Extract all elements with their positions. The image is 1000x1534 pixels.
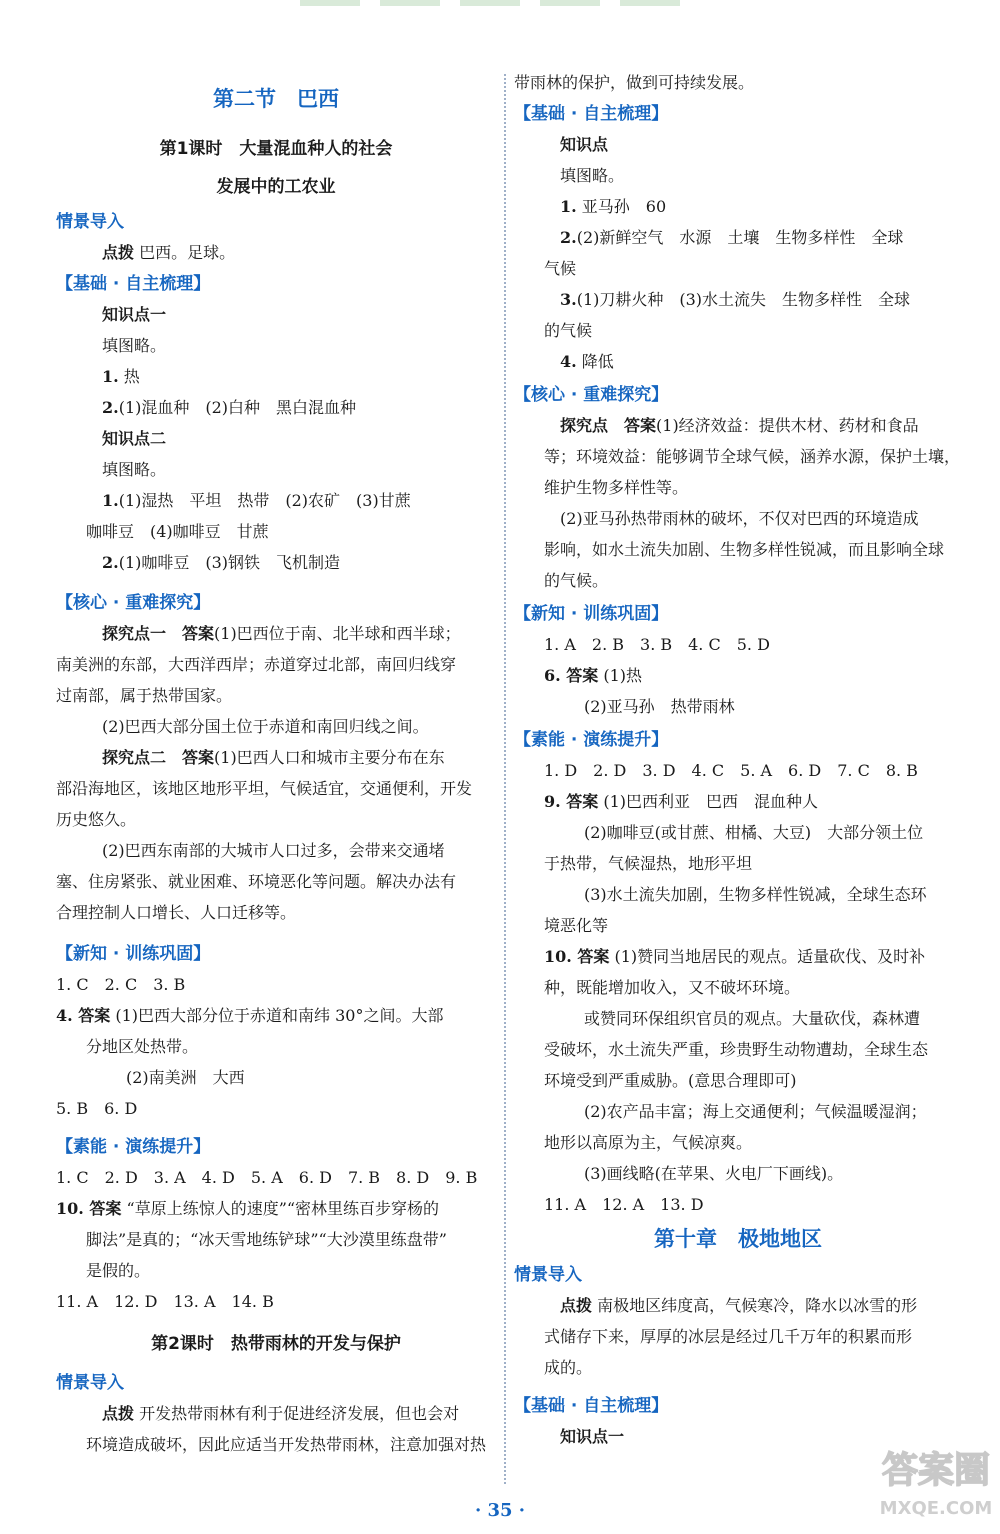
text-line: 种，既能增加收入，又不破坏环境。 xyxy=(544,978,801,997)
heading-jichu: 【基础 · 自主梳理】 xyxy=(56,274,211,294)
answer-row: 1. C 2. D 3. A 4. D 5. A 6. D 7. B 8. D 9. B xyxy=(56,1168,478,1187)
answer-label: 答案 xyxy=(560,792,599,811)
text-line: 是假的。 xyxy=(86,1261,151,1280)
text-line: 于热带，气候湿热，地形平坦 xyxy=(544,854,753,873)
heading-suneng: 【素能 · 演练提升】 xyxy=(514,730,669,750)
text-line: 式储存下来，厚厚的冰层是经过几千万年的积累而形 xyxy=(544,1327,913,1346)
item-number: 1. xyxy=(560,197,577,216)
item-number: 2. xyxy=(560,228,577,247)
dianbo-line xyxy=(56,1401,459,1427)
answer-line xyxy=(56,488,411,514)
item-number: 6. xyxy=(544,666,561,685)
text-line: 环境受到严重威胁。(意思合理即可) xyxy=(544,1071,797,1090)
answer-line xyxy=(56,1196,439,1222)
lesson2-title: 第2课时 热带雨林的开发与保护 xyxy=(151,1334,401,1354)
heading-qingjing: 情景导入 xyxy=(56,212,124,232)
section-title: 第二节 巴西 xyxy=(213,87,339,111)
answer-line xyxy=(56,395,356,421)
text-line: (2)巴西东南部的大城市人口过多，会带来交通堵 xyxy=(102,841,445,860)
text-line: 塞、住房紧张、就业困难、环境恶化等问题。解决办法有 xyxy=(56,872,457,891)
tanjiu-label: 探究点 答案 xyxy=(560,416,657,435)
item-text: 亚马孙 60 xyxy=(576,197,667,216)
item-number: 4. xyxy=(56,1006,73,1025)
text-line: 境恶化等 xyxy=(544,916,609,935)
item-number: 3. xyxy=(560,290,577,309)
heading-hexin: 【核心 · 重难探究】 xyxy=(514,385,669,405)
text-line: 历史悠久。 xyxy=(56,810,137,829)
item-text: 降低 xyxy=(576,352,614,371)
answer-line-cont: 气候 xyxy=(544,259,577,278)
tanjiu-text: (1)巴西人口和城市主要分布在东 xyxy=(214,748,445,767)
tutulue-1: 填图略。 xyxy=(102,336,167,355)
answer-row: 5. B 6. D xyxy=(56,1099,138,1118)
item-number: 2. xyxy=(102,553,119,572)
answer-line xyxy=(514,194,666,220)
answer-line-cont: 的气候 xyxy=(544,321,593,340)
text-line: 等；环境效益：能够调节全球气候，涵养水源，保护土壤， xyxy=(544,447,961,466)
tutulue: 填图略。 xyxy=(560,166,625,185)
zhishidian-2: 知识点二 xyxy=(102,429,167,448)
zhishidian: 知识点 xyxy=(560,135,609,154)
heading-jichu: 【基础 · 自主梳理】 xyxy=(514,104,669,124)
answer-label: 答案 xyxy=(571,947,610,966)
text-line: 部沿海地区，该地区地形平坦，气候适宜，交通便利，开发 xyxy=(56,779,473,798)
zhishidian-1: 知识点一 xyxy=(102,305,167,324)
answer-line xyxy=(514,225,903,251)
answer-line xyxy=(514,663,642,689)
item-text: (1)热 xyxy=(598,666,643,685)
answer-label: 答案 xyxy=(560,666,599,685)
watermark-bottom-text: MXQE.COM xyxy=(880,1498,992,1519)
lesson1-title-cont: 发展中的工农业 xyxy=(216,177,336,197)
dianbo-text: 巴西。足球。 xyxy=(134,243,236,262)
item-text: 热 xyxy=(118,367,140,386)
text-line: (3)水土流失加剧，生物多样性锐减，全球生态环 xyxy=(584,885,927,904)
text-line: 影响，如水土流失加剧、生物多样性锐减，而且影响全球 xyxy=(544,540,945,559)
text-line: 受破坏，水土流失严重，珍贵野生动物遭劫，全球生态 xyxy=(544,1040,929,1059)
chapter-title: 第十章 极地地区 xyxy=(654,1227,822,1251)
heading-qingjing-2: 情景导入 xyxy=(56,1373,124,1393)
answer-line xyxy=(56,550,340,576)
answer-row: 11. A 12. D 13. A 14. B xyxy=(56,1292,274,1311)
text-line: 维护生物多样性等。 xyxy=(544,478,689,497)
item-text: (1)巴西大部分位于赤道和南纬 30°之间。大部 xyxy=(110,1006,444,1025)
item-text: (1)咖啡豆 (3)钢铁 飞机制造 xyxy=(118,553,341,572)
watermark-logo xyxy=(880,1440,992,1522)
item-number: 9. xyxy=(544,792,561,811)
text-line: (2)农产品丰富；海上交通便利；气候温暖湿润； xyxy=(584,1102,927,1121)
answer-line xyxy=(514,789,818,815)
dianbo-line xyxy=(56,240,235,266)
answer-line xyxy=(514,944,925,970)
page-number: · 35 · xyxy=(474,1500,526,1521)
text-line: (2)亚马孙热带雨林的破坏，不仅对巴西的环境造成 xyxy=(560,509,919,528)
answer-label: 答案 xyxy=(83,1199,122,1218)
text-line: 脚法”是真的；“冰天雪地练铲球”“大沙漠里练盘带” xyxy=(86,1230,447,1249)
answer-line xyxy=(514,287,910,313)
heading-hexin: 【核心 · 重难探究】 xyxy=(56,593,211,613)
answer-label: 答案 xyxy=(72,1006,111,1025)
item-number: 2. xyxy=(102,398,119,417)
lesson1-title: 第1课时 大量混血种人的社会 xyxy=(159,139,393,159)
item-text: (1)湿热 平坦 热带 (2)农矿 (3)甘蔗 xyxy=(118,491,411,510)
column-divider xyxy=(504,74,506,1484)
answer-row: 11. A 12. A 13. D xyxy=(544,1195,704,1214)
text-line: (2)咖啡豆(或甘蔗、柑橘、大豆) 大部分领土位 xyxy=(584,823,924,842)
item-number: 1. xyxy=(102,367,119,386)
item-text: (2)新鲜空气 水源 土壤 生物多样性 全球 xyxy=(576,228,904,247)
answer-line-cont: 咖啡豆 (4)咖啡豆 甘蔗 xyxy=(86,522,269,541)
text-line: 合理控制人口增长、人口迁移等。 xyxy=(56,903,297,922)
answer-line xyxy=(56,1003,443,1029)
tanjiu-label: 探究点二 答案 xyxy=(102,748,215,767)
item-number: 4. xyxy=(560,352,577,371)
dianbo-text: 南极地区纬度高，气候寒冷，降水以冰雪的形 xyxy=(592,1296,918,1315)
tanjiu-text: (1)经济效益：提供木材、药材和食品 xyxy=(656,416,919,435)
tutulue-2: 填图略。 xyxy=(102,460,167,479)
item-text: (1)刀耕火种 (3)水土流失 生物多样性 全球 xyxy=(576,290,911,309)
heading-suneng: 【素能 · 演练提升】 xyxy=(56,1137,211,1157)
item-number: 10. xyxy=(544,947,572,966)
item-number: 1. xyxy=(102,491,119,510)
text-line: 的气候。 xyxy=(544,571,609,590)
dianbo-line xyxy=(514,1293,917,1319)
heading-xinzhi: 【新知 · 训练巩固】 xyxy=(56,944,211,964)
heading-xinzhi: 【新知 · 训练巩固】 xyxy=(514,604,669,624)
dianbo-label: 点拨 xyxy=(102,243,135,262)
text-line: 带雨林的保护，做到可持续发展。 xyxy=(514,73,755,92)
top-decoration-band xyxy=(300,0,700,6)
dianbo-label: 点拨 xyxy=(102,1404,135,1423)
text-line: 地形以高原为主，气候凉爽。 xyxy=(544,1133,753,1152)
text-line: (2)亚马孙 热带雨林 xyxy=(584,697,735,716)
answer-row: 1. A 2. B 3. B 4. C 5. D xyxy=(544,635,770,654)
answer-line xyxy=(514,349,614,375)
text-line: 成的。 xyxy=(544,1358,593,1377)
dianbo-label: 点拨 xyxy=(560,1296,593,1315)
item-number: 10. xyxy=(56,1199,84,1218)
text-line: (2)巴西大部分国土位于赤道和南回归线之间。 xyxy=(102,717,429,736)
text-line: 南美洲的东部，大西洋西岸；赤道穿过北部，南回归线穿 xyxy=(56,655,457,674)
dianbo-text: 开发热带雨林有利于促进经济发展，但也会对 xyxy=(134,1404,460,1423)
text-line: 过南部，属于热带国家。 xyxy=(56,686,233,705)
item-text: (1)混血种 (2)白种 黑白混血种 xyxy=(118,398,357,417)
item-text: (1)巴西利亚 巴西 混血种人 xyxy=(598,792,819,811)
tanjiu-label: 探究点一 答案 xyxy=(102,624,215,643)
tanjiu-2-line xyxy=(56,745,445,771)
tanjiu-line xyxy=(514,413,919,439)
heading-jichu-2: 【基础 · 自主梳理】 xyxy=(514,1396,669,1416)
text-line: 或赞同环保组织官员的观点。大量砍伐，森林遭 xyxy=(584,1009,921,1028)
tanjiu-text: (1)巴西位于南、北半球和西半球； xyxy=(214,624,461,643)
text-line: (3)画线略(在苹果、火电厂下画线)。 xyxy=(584,1164,844,1183)
item-text: (1)赞同当地居民的观点。适量砍伐、及时补 xyxy=(609,947,926,966)
answer-row: 1. D 2. D 3. D 4. C 5. A 6. D 7. C 8. B xyxy=(544,761,918,780)
text-line: (2)南美洲 大西 xyxy=(126,1068,245,1087)
answer-line xyxy=(56,364,140,390)
text-line: 分地区处热带。 xyxy=(86,1037,199,1056)
heading-qingjing: 情景导入 xyxy=(514,1265,582,1285)
text-line: 环境造成破坏，因此应适当开发热带雨林，注意加强对热 xyxy=(86,1435,487,1454)
item-text: “草原上练惊人的速度”“密林里练百步穿杨的 xyxy=(121,1199,440,1218)
answer-row: 1. C 2. C 3. B xyxy=(56,975,186,994)
watermark-top-text: 答案圈 xyxy=(881,1450,991,1491)
tanjiu-1-line xyxy=(56,621,461,647)
zhishidian-1: 知识点一 xyxy=(560,1427,625,1446)
